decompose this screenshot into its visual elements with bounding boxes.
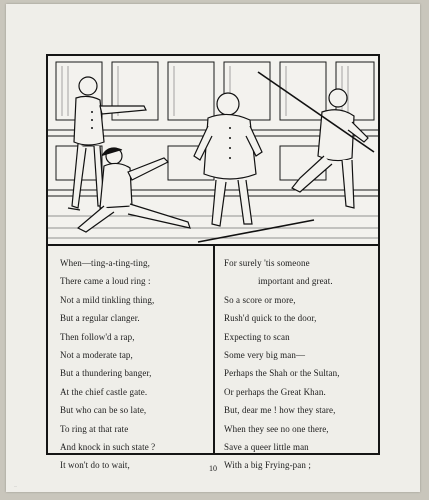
verse-line: At the chief castle gate. [60,386,148,397]
verse-line: Some very big man— [224,349,306,360]
verse-line: It won't do to wait, [60,460,130,471]
verse-line: When—ting-a-ting-ting, [60,258,150,268]
verse-line: Save a queer little man [224,441,309,452]
verse-line: But a thundering banger, [60,368,152,379]
verse-line: Not a mild tinkling thing, [60,294,155,305]
verse-line: So a score or more, [224,294,296,305]
illustration-servants [48,56,378,246]
verse-line: Not a moderate tap, [60,349,133,360]
verse-line: But who can be so late, [60,405,147,416]
verse-line: There came a loud ring : [60,276,151,287]
verse-line: Expecting to scan [224,331,290,342]
verse-column-left [60,254,210,475]
book-page [6,4,420,492]
page-number: 10 [209,464,217,473]
verse-line: When they see no one there, [224,423,329,434]
column-divider [213,246,215,453]
verse-line: important and great. [258,276,333,287]
verse-line: With a big Frying-pan ; [224,460,311,471]
verse-line: To ring at that rate [60,423,129,434]
verse-line: Or perhaps the Great Khan. [224,386,326,397]
verse-column-right [224,254,374,475]
verse-line: For surely 'tis someone [224,258,310,268]
verse-line: But a regular clanger. [60,313,140,324]
verse-line: Perhaps the Shah or the Sultan, [224,368,340,379]
verse-line: But, dear me ! how they stare, [224,405,336,416]
illustration-drawing [48,56,378,244]
verse-line: Then follow'd a rap, [60,331,135,342]
corner-mark: ... [14,483,17,488]
verse-line: And knock in such state ? [60,441,156,452]
verse-line: Rush'd quick to the door, [224,313,317,324]
